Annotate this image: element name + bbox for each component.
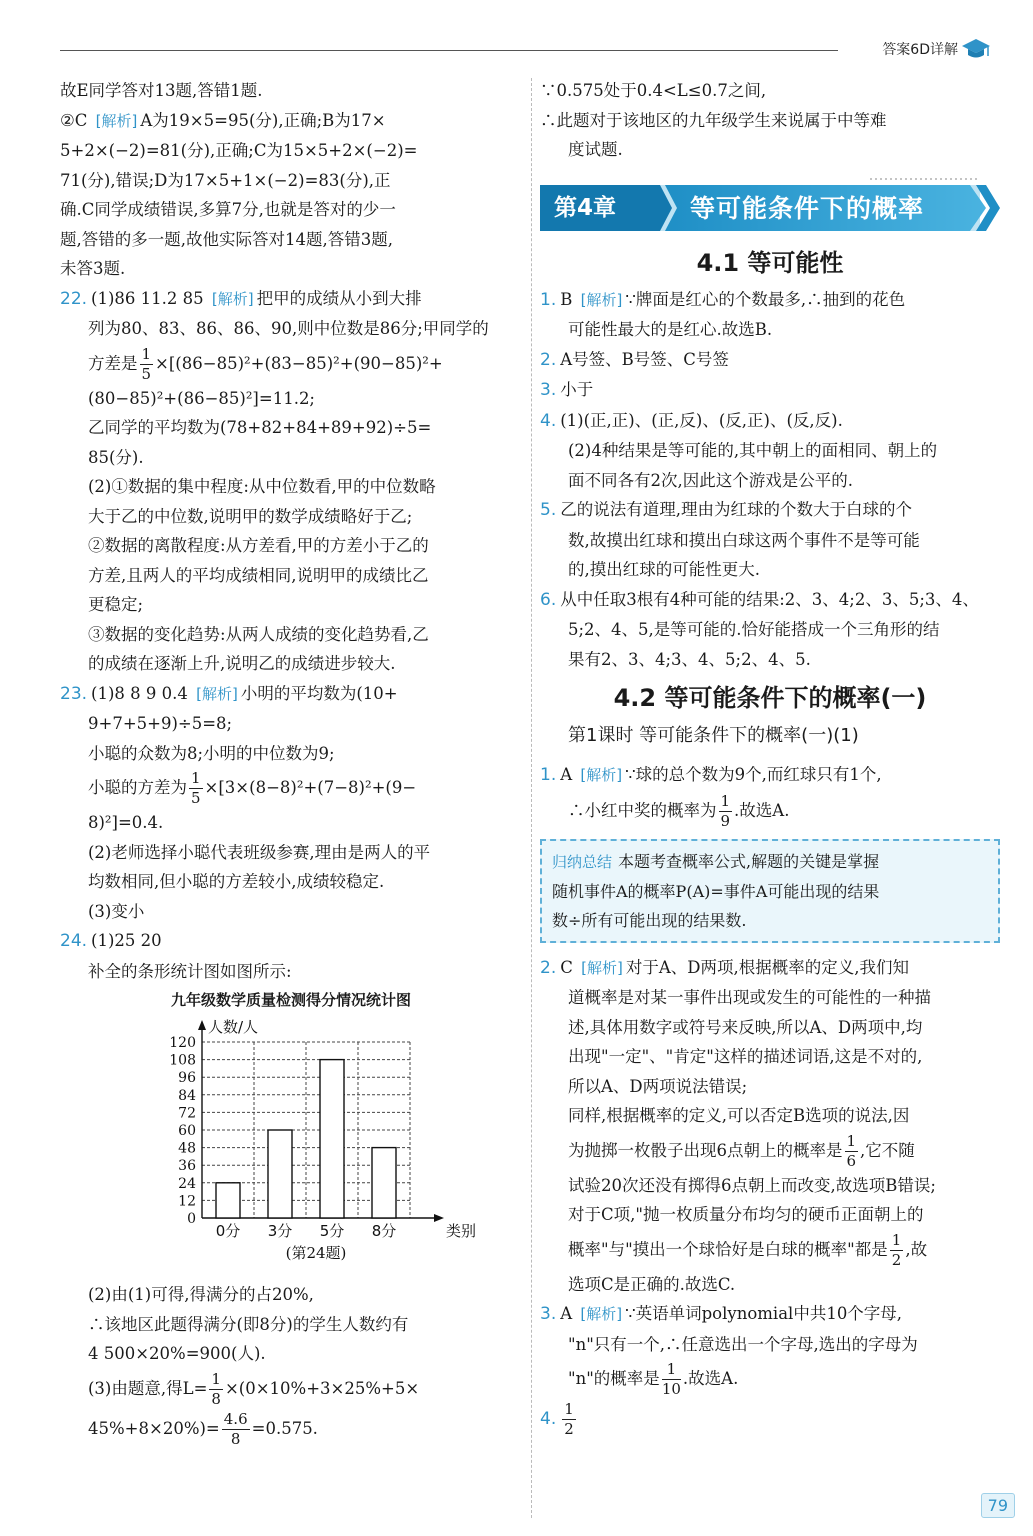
text-line: 数,故摸出红球和摸出白球这两个事件不是等可能 — [568, 530, 920, 550]
summary-line: 随机事件A的概率P(A)=事件A可能出现的结果 — [552, 881, 880, 901]
text-line: 方差,且两人的平均成绩相同,说明甲的成绩比乙 — [88, 565, 429, 585]
text-line: 9+7+5+9)÷5=8; — [88, 714, 233, 733]
fraction: $\frac{1}{2}$ — [891, 1230, 902, 1269]
y-axis-arrow — [198, 1020, 206, 1030]
analysis-tag: [解析] — [580, 766, 623, 784]
text-line: (2)4种结果是等可能的,其中朝上的面相同、朝上的 — [568, 441, 938, 460]
chart-caption: (第24题) — [285, 1244, 347, 1262]
x-tick-label: 0分 — [215, 1222, 241, 1240]
bar — [216, 1183, 240, 1218]
text-line: 大于乙的中位数,说明甲的数学成绩略好于乙; — [88, 506, 413, 526]
question-number: 23. — [60, 683, 88, 704]
x-tick-label: 5分 — [319, 1222, 345, 1240]
text-line: 列为80、83、86、86、90,则中位数是86分;甲同学的 — [88, 319, 489, 338]
text-line: ②C [解析] A为19×5=95(分),正确;B为17× — [60, 110, 386, 130]
text-line: 85(分). — [88, 447, 144, 467]
left-column — [60, 76, 522, 1449]
text-line: 补全的条形统计图如图所示: — [88, 961, 292, 981]
x-tick-label: 8分 — [371, 1222, 397, 1240]
question-number: 22. — [60, 288, 88, 309]
text-line: 5+2×(−2)=81(分),正确;C为15×5+2×(−2)= — [60, 141, 418, 160]
answer-2: 2. A号签、B号签、C号签 — [540, 349, 729, 370]
section-heading: 4.2 等可能条件下的概率(一) — [613, 684, 927, 712]
text-line: 小聪的众数为8;小明的中位数为9; — [88, 743, 335, 763]
fraction: $\frac{1}{5}$ — [191, 769, 201, 807]
header-rule — [60, 50, 838, 51]
y-tick-label: 108 — [169, 1052, 196, 1069]
question-23: 23. (1)8 8 9 0.4 [解析] 小明的平均数为(10+ — [60, 683, 398, 704]
answer-4: 4. (1)(正,正)、(正,反)、(反,正)、(反,反). — [540, 410, 843, 431]
text-line: 确.C同学成绩错误,多算7分,也就是答对的少一 — [60, 200, 396, 219]
summary-line: 归纳总结 本题考查概率公式,解题的关键是掌握 — [552, 851, 880, 871]
fraction: $\frac{1}{9}$ — [720, 791, 731, 830]
analysis-tag: [解析] — [580, 290, 623, 309]
section-heading: 4.1 等可能性 — [696, 248, 844, 277]
text-line: (2)①数据的集中程度:从中位数看,甲的中位数略 — [88, 477, 436, 496]
text-line: 乙同学的平均数为(78+82+84+89+92)÷5= — [88, 418, 432, 437]
text-line: 对于C项,"抛一枚质量分布均匀的硬币正面朝上的 — [568, 1205, 924, 1224]
answer-6: 6. 从中任取3根有4种可能的结果:2、3、4;2、3、5;3、4、 — [540, 589, 979, 610]
page-header — [60, 30, 1013, 70]
text-line: 所以A、D两项说法错误; — [568, 1076, 748, 1096]
chart-title: 九年级数学质量检测得分情况统计图 — [170, 991, 411, 1009]
answer-3: 3. 小于 — [540, 380, 594, 400]
y-tick-label: 48 — [178, 1140, 196, 1157]
summary-line: 数÷所有可能出现的结果数. — [552, 910, 747, 930]
text-line: 均数相同,但小聪的方差较小,成绩较稳定. — [88, 872, 385, 891]
bar — [268, 1130, 292, 1218]
text-line: "n"只有一个,∴任意选出一个字母,选出的字母为 — [568, 1334, 918, 1354]
analysis-tag: [解析] — [211, 289, 254, 308]
text-line: 度试题. — [568, 140, 623, 159]
text-line: 71(分),错误;D为17×5+1×(−2)=83(分),正 — [60, 170, 391, 190]
y-tick-label: 120 — [169, 1035, 196, 1051]
y-axis-label: 人数/人 — [208, 1018, 259, 1036]
y-tick-label: 12 — [178, 1193, 196, 1210]
text-line: 更稳定; — [88, 595, 144, 614]
text-line: ③数据的变化趋势:从两人成绩的变化趋势看,乙 — [88, 624, 429, 644]
y-tick-label: 0 — [187, 1211, 196, 1227]
x-axis-label: 类别 — [446, 1222, 477, 1240]
text-line: 试验20次还没有掷得6点朝上而改变,故选项B错误; — [568, 1175, 936, 1195]
right-column — [540, 76, 1000, 1439]
text-line: ∴此题对于该地区的九年级学生来说属于中等难 — [540, 110, 887, 130]
y-tick-label: 96 — [178, 1070, 196, 1087]
text-line: (3)由题意,得L= $\frac{1}{8}$ ×(0×10%+3×25%+5× — [88, 1369, 420, 1408]
text-line: ∵0.575处于0.4<L≤0.7之间, — [540, 81, 767, 100]
fraction: $\frac{1}{2}$ — [564, 1400, 574, 1438]
text-line: 的,摸出红球的可能性更大. — [568, 560, 760, 579]
bar-chart — [60, 1012, 522, 1280]
text-line: 小聪的方差为 $\frac{1}{5}$ ×[3×(8−8)²+(7−8)²+(9− — [88, 769, 417, 807]
graduation-cap-icon — [961, 36, 991, 62]
text-line: ②数据的离散程度:从方差看,甲的方差小于乙的 — [88, 536, 429, 555]
lesson-heading: 第1课时 等可能条件下的概率(一)(1) — [568, 725, 859, 746]
text-line: 方差是 $\frac{1}{5}$ ×[(86−85)²+(83−85)²+(90−85)²+ — [88, 344, 443, 383]
chapter-title: 等可能条件下的概率 — [690, 193, 925, 223]
text-line: 同样,根据概率的定义,可以否定B选项的说法,因 — [568, 1106, 910, 1125]
fraction: $\frac{4.6}{8}$ — [223, 1409, 248, 1448]
text-line: 选项C是正确的.故选C. — [568, 1274, 736, 1294]
bar — [320, 1060, 344, 1218]
text-line: 的成绩在逐渐上升,说明乙的成绩进步较大. — [88, 654, 396, 673]
text-line: (2)老师选择小聪代表班级参赛,理由是两人的平 — [88, 842, 431, 862]
summary-tag: 归纳总结 — [552, 852, 613, 871]
x-tick-label: 3分 — [267, 1222, 293, 1240]
page-number: 79 — [981, 1493, 1015, 1518]
answer-1: 1. A [解析] ∵球的总个数为9个,而红球只有1个, — [540, 765, 882, 785]
analysis-tag: [解析] — [95, 111, 138, 130]
y-tick-label: 84 — [178, 1087, 196, 1104]
chapter-number: 第4章 — [554, 194, 617, 221]
text-line: ∴该地区此题得满分(即8分)的学生人数约有 — [88, 1314, 409, 1334]
question-24: 24. (1)25 20 — [60, 931, 162, 951]
answer-2: 2. C [解析] 对于A、D两项,根据概率的定义,我们知 — [540, 957, 909, 978]
text-line: 述,具体用数字或符号来反映,所以A、D两项中,均 — [568, 1017, 923, 1037]
text-line: 5;2、4、5,是等可能的.恰好能搭成一个三角形的结 — [568, 620, 940, 639]
answer-5: 5. 乙的说法有道理,理由为红球的个数大于白球的个 — [540, 500, 912, 520]
column-divider — [531, 78, 532, 1518]
analysis-tag: [解析] — [581, 958, 623, 977]
text-line: 面不同各有2次,因此这个游戏是公平的. — [568, 470, 853, 490]
fraction: $\frac{1}{6}$ — [846, 1131, 857, 1170]
y-tick-label: 72 — [178, 1105, 196, 1122]
text-line: 故E同学答对13题,答错1题. — [60, 81, 263, 100]
text-line: 题,答错的多一题,故他实际答对14题,答错3题, — [60, 229, 393, 249]
header-label: 答案6D详解 — [882, 42, 958, 58]
text-line: 出现"一定"、"肯定"这样的描述词语,这是不对的, — [568, 1047, 923, 1066]
answer-3: 3. A [解析] ∵英语单词polynomial中共10个字母, — [540, 1304, 903, 1324]
text-line: (3)变小 — [88, 901, 145, 921]
text-line: "n"的概率是 $\frac{1}{10}$ .故选A. — [568, 1360, 739, 1398]
analysis-tag: [解析] — [580, 1305, 623, 1323]
question-22: 22. (1)86 11.2 85 [解析] 把甲的成绩从小到大排 — [60, 288, 422, 309]
text-line: 45%+8×20%)= $\frac{4.6}{8}$ =0.575. — [88, 1409, 318, 1448]
text-line: ∴小红中奖的概率为 $\frac{1}{9}$ .故选A. — [568, 791, 790, 830]
text-line: 可能性最大的是红心.故选B. — [568, 320, 773, 339]
answer-4: 4. $\frac{1}{2}$ — [540, 1400, 574, 1438]
x-axis-arrow — [434, 1214, 444, 1222]
chapter-banner — [540, 175, 1000, 239]
answer-1: 1. B [解析] ∵牌面是红心的个数最多,∴抽到的花色 — [540, 289, 906, 310]
summary-box — [540, 839, 1000, 943]
text-line: 道概率是对某一事件出现或发生的可能性的一种描 — [568, 988, 931, 1007]
fraction: $\frac{1}{10}$ — [661, 1360, 681, 1398]
text-line: 果有2、3、4;3、4、5;2、4、5. — [568, 649, 811, 669]
fraction: $\frac{1}{5}$ — [141, 344, 152, 383]
y-tick-label: 60 — [178, 1123, 196, 1139]
text-line: 概率"与"摸出一个球恰好是白球的概率"都是 $\frac{1}{2}$ ,故 — [568, 1230, 928, 1269]
analysis-tag: [解析] — [196, 684, 238, 703]
y-tick-label: 36 — [178, 1158, 196, 1175]
bar-chart-svg — [60, 1012, 522, 1280]
text-line: 为抛掷一枚骰子出现6点朝上的概率是 $\frac{1}{6}$ ,它不随 — [568, 1131, 915, 1170]
text-line: (2)由(1)可得,得满分的占20%, — [88, 1285, 314, 1304]
bar — [372, 1148, 396, 1218]
question-number: 24. — [60, 931, 88, 951]
text-line: 4 500×20%=900(人). — [88, 1344, 266, 1363]
text-line: 未答3题. — [60, 259, 126, 278]
fraction: $\frac{1}{8}$ — [211, 1369, 221, 1408]
text-line: (80−85)²+(86−85)²]=11.2; — [88, 388, 315, 408]
y-tick-label: 24 — [178, 1175, 196, 1192]
text-line: 8)²]=0.4. — [88, 813, 164, 832]
